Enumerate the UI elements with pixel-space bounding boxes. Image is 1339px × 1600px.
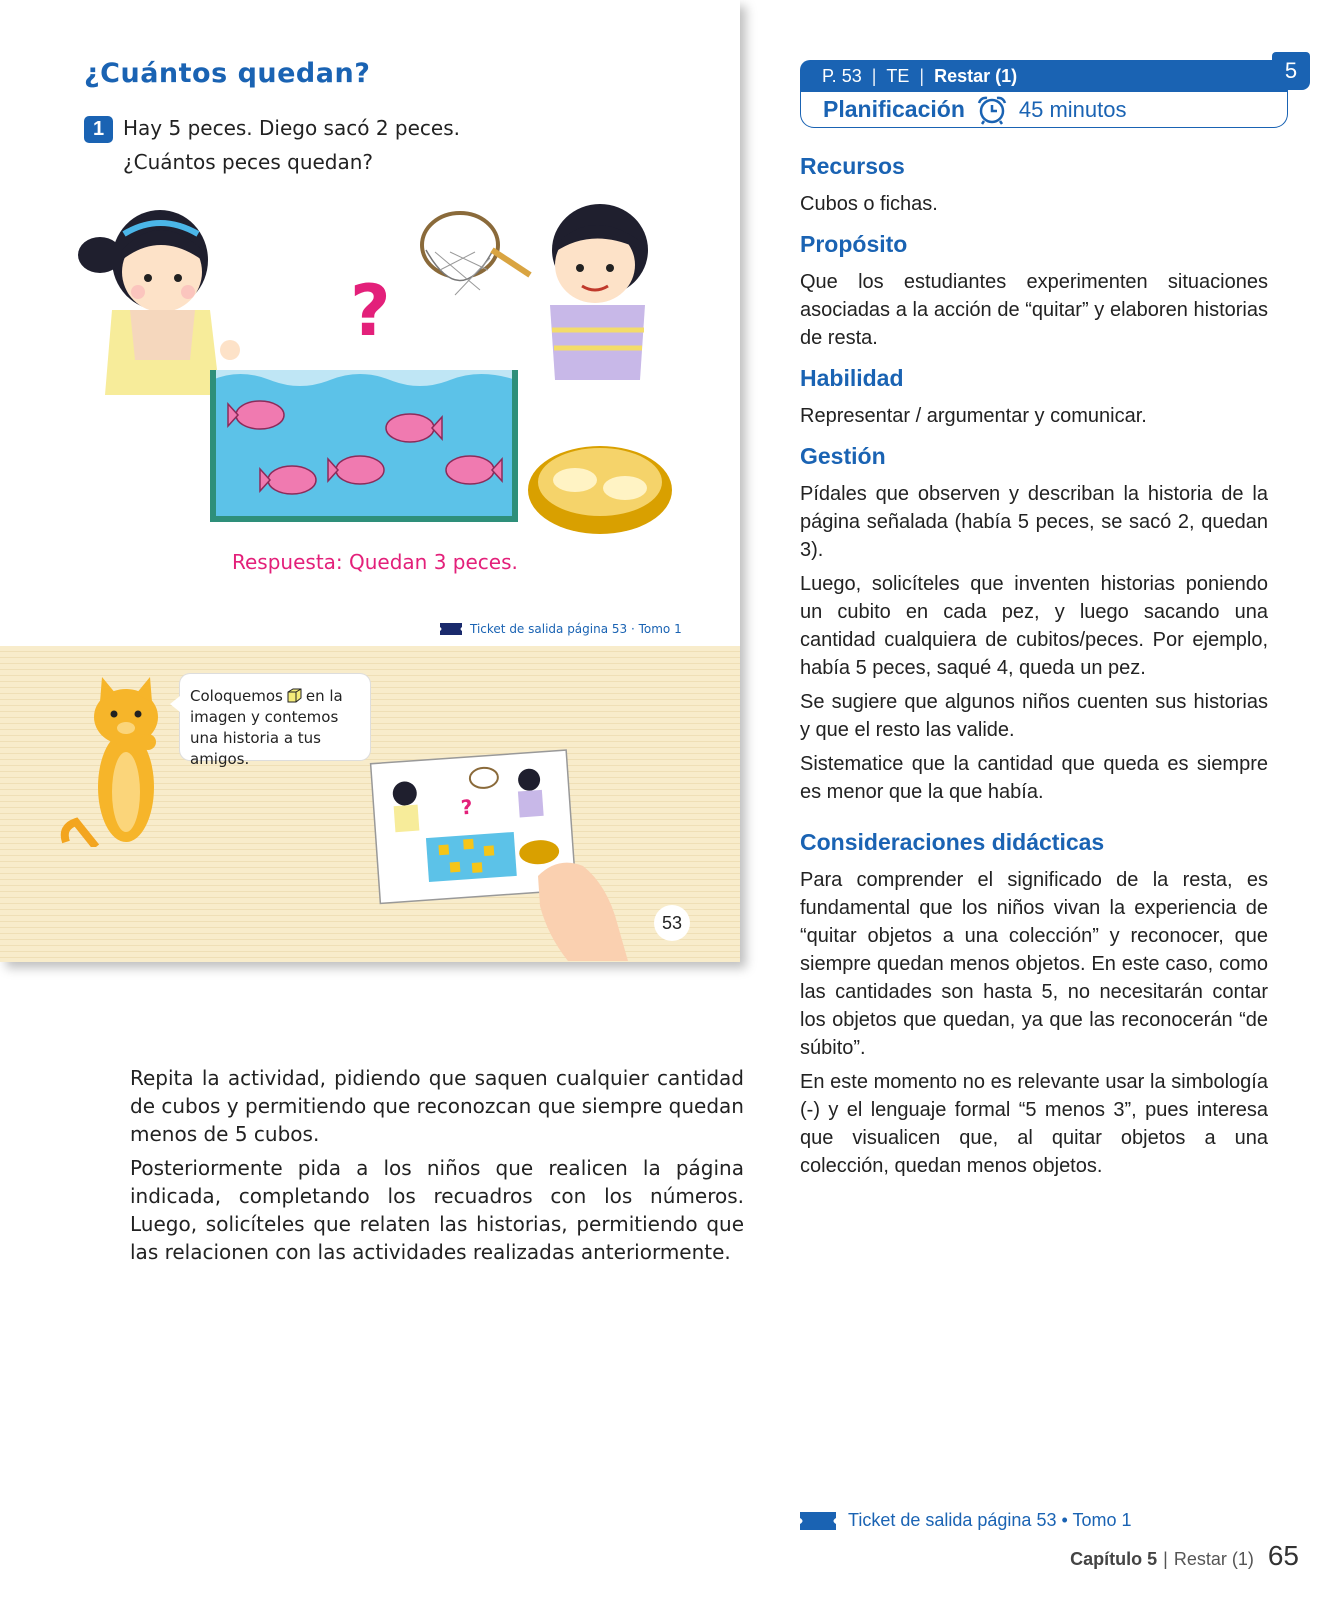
ticket-icon	[800, 1512, 836, 1530]
svg-text:?: ?	[350, 270, 391, 352]
section-recursos	[800, 152, 1268, 218]
section-proposito	[800, 230, 1268, 352]
section-title: Habilidad	[800, 365, 904, 391]
lesson-header-bar: P. 53 | TE | Restar (1)	[800, 60, 1288, 92]
section-title: Consideraciones didácticas	[800, 829, 1105, 855]
book-page-number: 53	[654, 905, 690, 941]
section-text: En este momento no es relevante usar la simbología (-) y el lenguaje formal “5 menos 3”, pues interesa que visualicen que, al quitar objetos a una colección, quedan menos objetos.	[800, 1071, 1268, 1177]
section-title: Recursos	[800, 153, 905, 179]
fish-scene-illustration	[60, 190, 720, 560]
section-title: Propósito	[800, 231, 908, 257]
alarm-clock-icon	[975, 95, 1009, 125]
ticket-icon	[440, 623, 462, 635]
svg-text:?: ?	[460, 794, 474, 820]
fish-bowl	[528, 446, 672, 534]
speech-bubble	[180, 674, 370, 768]
planning-duration: 45 minutos	[1018, 96, 1127, 122]
section-text: Pídales que observen y describan la historia de la página señalada (había 5 peces, se sacó 2, quedan 3).	[800, 483, 1268, 561]
exit-ticket-footer	[800, 1510, 1131, 1531]
cube-icon	[286, 687, 303, 704]
section-text: Sistematice que la cantidad que queda es siempre es menor que la que había.	[800, 753, 1268, 803]
section-text: Luego, solicíteles que inventen historias poniendo un cubito en cada pez, y luego sacando una cantidad cualquiera de cubitos/peces. Por ejemplo, había 5 peces, saqué 4, queda un pez.	[800, 573, 1268, 679]
section-gestion	[800, 442, 1268, 806]
fish-tank	[210, 370, 518, 522]
teacher-notes-left	[130, 1064, 744, 1272]
hand-holding-picture-illustration	[368, 736, 658, 961]
planning-box	[800, 92, 1288, 128]
speech-bubble-text-end: en la imagen y contemos una historia a tus amigos.	[190, 687, 343, 768]
boy-illustration	[422, 204, 648, 380]
problem-number-badge: 1	[84, 116, 113, 143]
student-book-page	[0, 0, 740, 962]
section-text: Cubos o fichas.	[800, 193, 938, 215]
chapter-tab: 5	[1272, 52, 1310, 90]
section-text: Para comprender el significado de la resta, es fundamental que los niños vivan la experiencia de “quitar objetos a una colección” y reconocer, que siempre quedan menos objetos. En este caso, como las cantidades son hasta 5, no necesitarán contar los objetos que quedan, ya que las reconocerán “de súbito”.	[800, 869, 1268, 1059]
footer-page-number: 65	[1267, 1540, 1299, 1571]
section-title: Gestión	[800, 443, 886, 469]
section-text: Representar / argumentar y comunicar.	[800, 405, 1147, 427]
section-habilidad	[800, 364, 1268, 430]
book-title: ¿Cuántos quedan?	[84, 58, 371, 89]
section-text: Se sugiere que algunos niños cuenten sus historias y que el resto las valide.	[800, 691, 1268, 741]
problem-statement-line2: ¿Cuántos peces quedan?	[123, 150, 374, 174]
page-footer: Capítulo 5 | Restar (1) 65	[1070, 1540, 1299, 1571]
section-text: Que los estudiantes experimenten situaciones asociadas a la acción de “quitar” y elaboren historias de resta.	[800, 271, 1268, 349]
teacher-paragraph: Posteriormente pida a los niños que realicen la página indicada, completando los recuadros con los números. Luego, solicíteles que relaten las historias, permitiendo que las relacionen con las actividades realizadas anteriormente.	[130, 1156, 744, 1264]
girl-illustration	[78, 210, 240, 395]
footer-topic: Restar (1)	[1173, 1549, 1254, 1569]
answer-text: Respuesta: Quedan 3 peces.	[232, 550, 518, 574]
section-consideraciones	[800, 828, 1268, 1180]
speech-bubble-text-start: Coloquemos	[190, 687, 283, 705]
exit-ticket-label: Ticket de salida página 53 · Tomo 1	[470, 622, 682, 636]
exit-ticket-footer-label: Ticket de salida página 53 • Tomo 1	[848, 1510, 1132, 1530]
page-reference: P. 53	[822, 65, 862, 86]
teacher-paragraph: Repita la actividad, pidiendo que saquen cualquier cantidad de cubos y permitiendo que reconozcan que siempre quedan menos de 5 cubos.	[130, 1066, 744, 1146]
lesson-topic: Restar (1)	[934, 65, 1018, 86]
planning-label: Planificación	[823, 96, 965, 122]
lesson-plan-column	[800, 148, 1268, 1192]
footer-chapter: Capítulo 5	[1070, 1549, 1158, 1569]
problem-statement-line1: Hay 5 peces. Diego sacó 2 peces.	[123, 116, 460, 140]
te-label: TE	[886, 65, 910, 86]
cat-mascot-illustration	[56, 672, 176, 847]
exit-ticket-reference	[440, 622, 682, 636]
